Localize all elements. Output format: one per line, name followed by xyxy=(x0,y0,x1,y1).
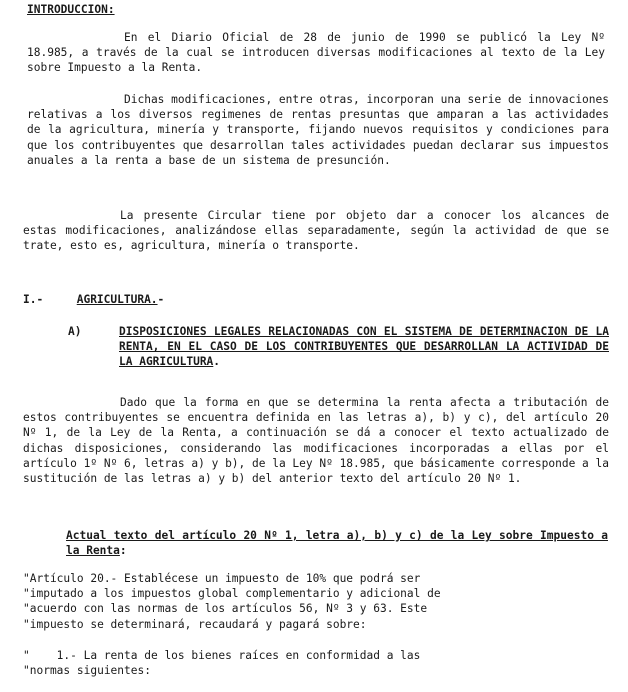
intro-paragraph-1: En el Diario Oficial de 28 de junio de 1990 se publicó la Ley Nº 18.985, a través de la cual se introducen diversas modificaciones al texto de la Ley sobre Impuesto a la Renta. xyxy=(27,31,605,75)
actual-text-heading xyxy=(66,528,608,558)
article-line: "imputado a los impuestos global complementario y adicional de xyxy=(23,587,441,601)
article-line: "Artículo 20.- Establécese un impuesto de 10% que podrá ser xyxy=(23,572,421,585)
subsection-a-title-text: DISPOSICIONES LEGALES RELACIONADAS CON EL SISTEMA DE DETERMINACION DE LA RENTA, EN EL CASO DE LOS CONTRIBUYENTES QUE DESARROLLAN LA ACTIVIDAD DE LA AGRICULTURA xyxy=(119,325,609,369)
section-agricultura-heading xyxy=(23,292,164,307)
subsection-a-title-suffix: . xyxy=(213,355,221,369)
actual-text-heading-text: Actual texto del artículo 20 Nº 1, letra a), b) y c) de la Ley sobre Impuesto a la Renta xyxy=(66,529,608,558)
article-line: " 1.- La renta de los bienes raíces en conformidad a las xyxy=(23,649,421,662)
intro-paragraph-2: Dichas modificaciones, entre otras, incorporan una serie de innovaciones relativas a los diversos regimenes de rentas presuntas que amparan a las actividades de la agricultura, minería y transporte, fijando nuevos requisitos y condiciones para que los contribuyentes que desarrollan tales actividades puedan declarar sus impuestos anuales a la renta a base de un sistema de presunción. xyxy=(27,93,609,167)
subsection-a-letter xyxy=(68,324,81,339)
article-line: "acuerdo con las normas de los artículos 56, Nº 3 y 63. Este xyxy=(23,602,428,616)
section-title-suffix: - xyxy=(157,293,165,306)
article-line: "normas siguientes: xyxy=(23,664,151,678)
article-item-1 xyxy=(23,648,420,678)
article-line: "impuesto se determinará, recaudará y pagará sobre: xyxy=(23,617,367,631)
paragraph-a: Dado que la forma en que se determina la renta afecta a tributación de estos contribuyentes se encuentra definida en las letras a), b) y c), del artículo 20 Nº 1, de la Ley de la Renta, a continuación se dá a conocer el texto actualizado de dichas disposiciones, considerando las modificaciones incorporadas a ellas por el artículo 1º Nº 6, letras a) y b), de la Ley Nº 18.985, que básicamente corresponde a la sustitución de las letras a) y b) del anterior texto del artículo 20 Nº 1. xyxy=(23,396,609,486)
introduction-heading: INTRODUCCION: xyxy=(27,3,115,16)
section-number: I.- xyxy=(23,293,44,306)
subsection-letter: A) xyxy=(68,325,82,338)
subsection-a-title xyxy=(119,324,609,370)
intro-paragraph-3: La presente Circular tiene por objeto dar a conocer los alcances de estas modificaciones, analizándose ellas separadamente, según la actividad de que se trate, esto es, agricultura, minería o transporte. xyxy=(23,209,609,253)
actual-text-heading-suffix: : xyxy=(119,544,127,558)
section-title: AGRICULTURA. xyxy=(76,293,158,306)
article-20-text xyxy=(23,571,441,632)
